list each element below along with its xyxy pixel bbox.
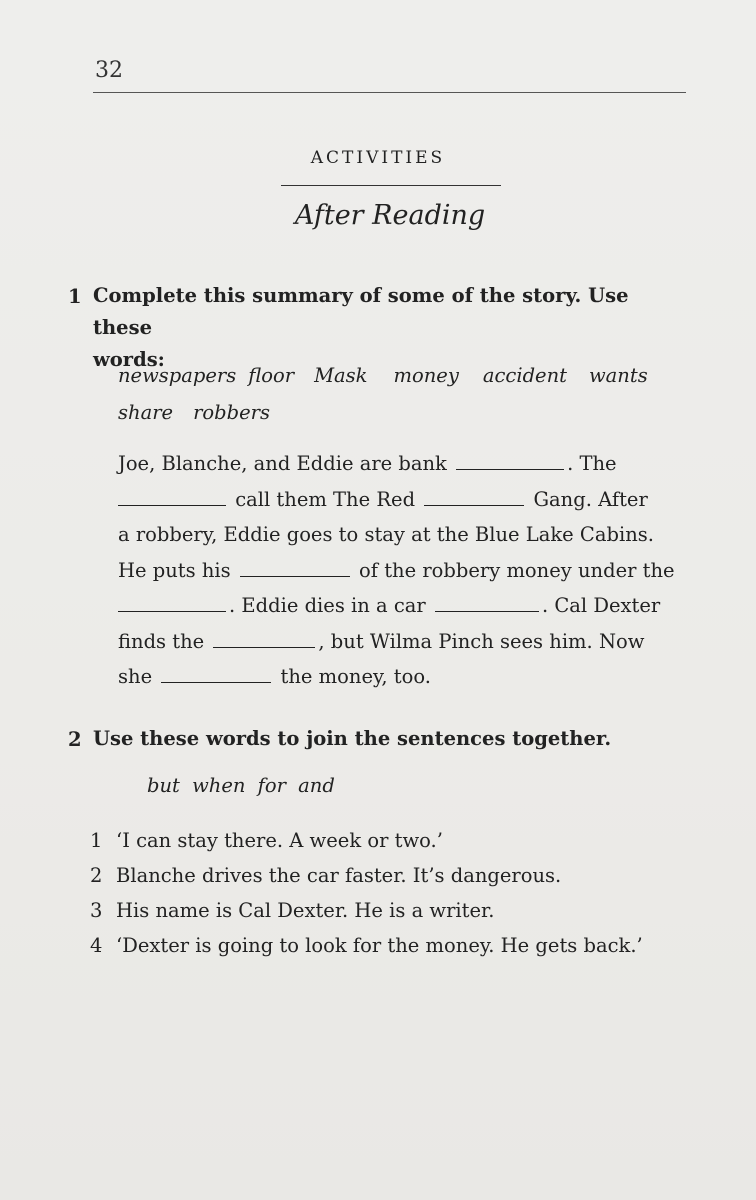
word-bank-item: share [118, 401, 174, 424]
word-bank-item: Mask [314, 364, 368, 387]
passage-line [118, 588, 688, 624]
sentence-item [90, 823, 643, 858]
passage-text: a robbery, Eddie goes to stay at the Blue Lake Cabins. [118, 523, 654, 546]
passage-text: the money, too. [280, 665, 431, 688]
word-bank-row [118, 357, 678, 394]
answer-blank[interactable] [424, 504, 524, 506]
sentence-item [90, 928, 643, 963]
answer-blank[interactable] [118, 504, 226, 506]
header-rule [93, 92, 686, 93]
passage-text: finds the [118, 629, 205, 653]
sentence-number: 4 [90, 934, 103, 957]
sentence-text: ‘Dexter is going to look for the money. He gets back.’ [116, 934, 643, 957]
passage-text: call them The Red [235, 487, 416, 511]
passage-line [118, 446, 688, 482]
joining-word: but [147, 774, 180, 797]
title-divider [281, 185, 501, 186]
word-bank-item: accident [482, 364, 567, 387]
joining-words [147, 774, 335, 797]
word-bank-item: newspapers [118, 364, 237, 387]
passage-text: Joe, Blanche, and Eddie are bank [118, 452, 447, 475]
joining-word: for [257, 774, 286, 797]
sentence-text: His name is Cal Dexter. He is a writer. [116, 899, 495, 922]
passage-text: . Eddie dies in a car [229, 594, 426, 617]
sentence-list [90, 823, 643, 963]
passage-text: , but Wilma Pinch sees him. Now [318, 629, 645, 653]
answer-blank[interactable] [213, 646, 315, 648]
answer-blank[interactable] [456, 468, 564, 470]
page-number: 32 [95, 58, 123, 83]
passage-text: . Cal Dexter [541, 594, 661, 617]
passage-text: Gang. After [533, 487, 648, 511]
sentence-text: ‘I can stay there. A week or two.’ [116, 829, 443, 852]
sentence-number: 1 [90, 829, 103, 852]
word-bank-item: wants [588, 364, 648, 387]
answer-blank[interactable] [161, 681, 271, 683]
passage-line [118, 517, 688, 553]
summary-passage [118, 446, 688, 695]
passage-line [118, 482, 688, 518]
joining-word: and [298, 774, 335, 797]
passage-text: He puts his [118, 558, 231, 582]
sentence-item [90, 858, 643, 893]
question-1-prompt-line: words: [93, 348, 165, 371]
passage-text: of the robbery money under the [359, 558, 675, 582]
word-bank-row [118, 394, 678, 431]
question-1-number: 1 [68, 285, 82, 308]
joining-word: when [192, 774, 246, 797]
sentence-number: 2 [90, 864, 103, 887]
answer-blank[interactable] [435, 610, 539, 612]
answer-blank[interactable] [118, 610, 226, 612]
section-title: ACTIVITIES [310, 148, 446, 168]
word-bank [118, 357, 678, 431]
question-1-prompt-line: Complete this summary of some of the story. Use these [93, 284, 629, 339]
passage-text: . The [567, 452, 617, 475]
passage-line [118, 624, 688, 660]
passage-line [118, 553, 688, 589]
passage-text: she [118, 665, 153, 688]
sentence-text: Blanche drives the car faster. It’s dangerous. [116, 864, 562, 887]
word-bank-item: robbers [193, 401, 270, 424]
sentence-item [90, 893, 643, 928]
subtitle: After Reading [294, 200, 486, 231]
question-2-prompt: Use these words to join the sentences together. [93, 727, 612, 750]
word-bank-item: money [393, 364, 459, 387]
question-2-number: 2 [68, 728, 82, 751]
word-bank-item: floor [248, 364, 295, 387]
sentence-number: 3 [90, 899, 103, 922]
answer-blank[interactable] [240, 575, 350, 577]
passage-line [118, 659, 688, 695]
